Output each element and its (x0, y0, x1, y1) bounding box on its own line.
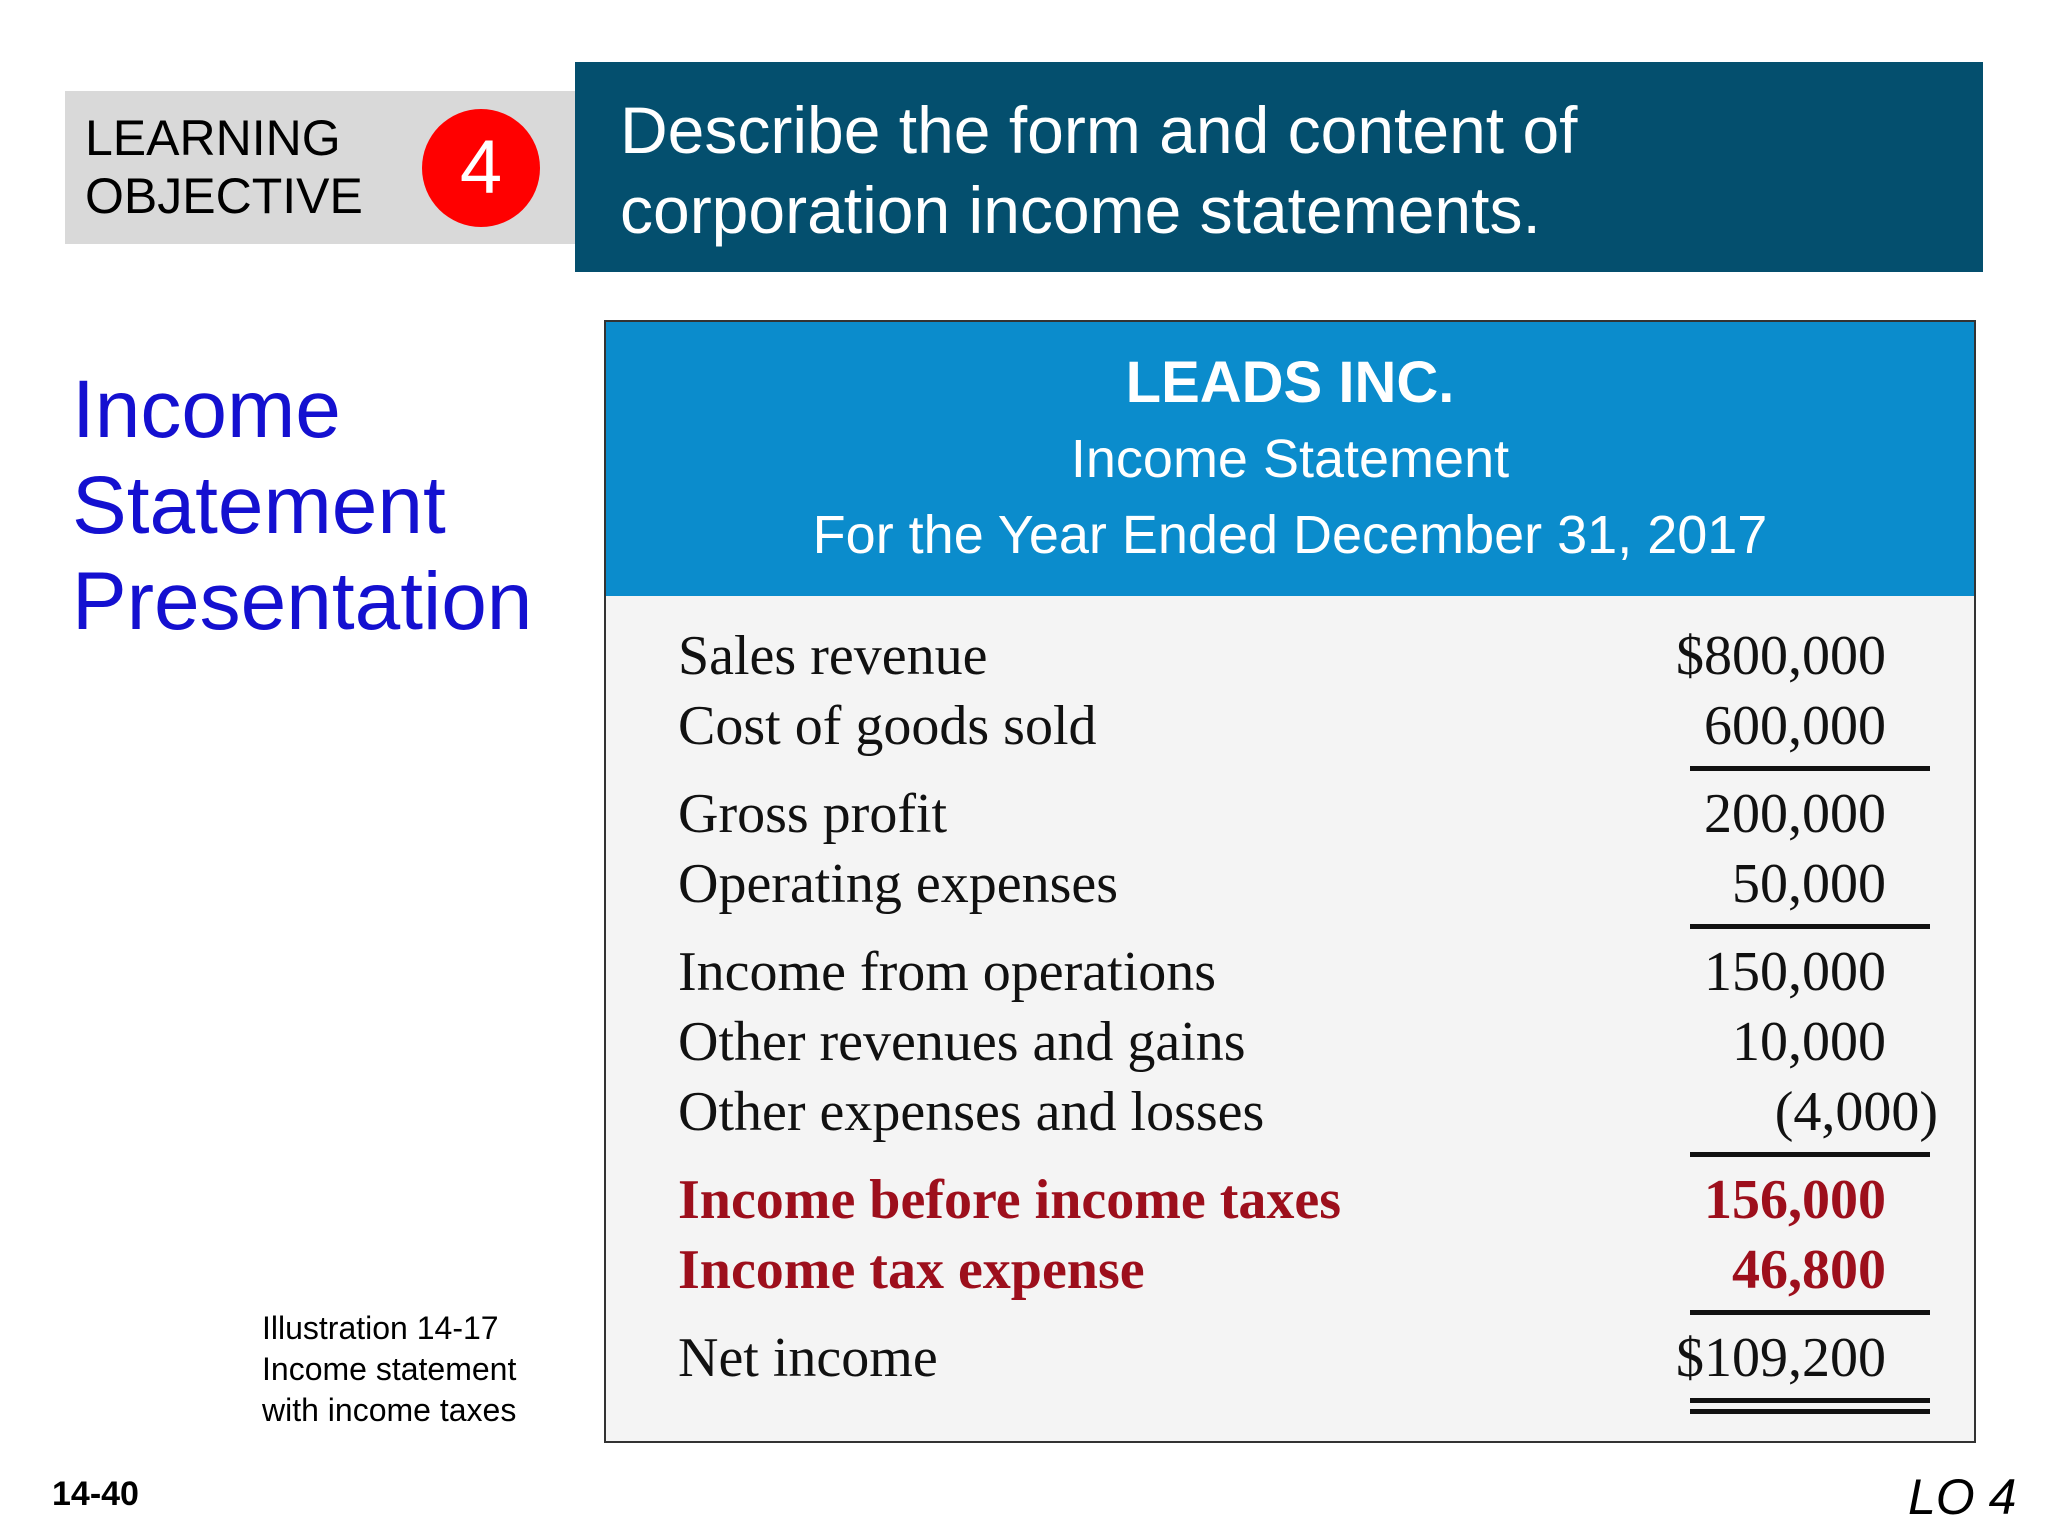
lo-number-badge: 4 (422, 109, 540, 227)
objective-banner (575, 62, 1983, 272)
slide-title-line-2: Statement (72, 460, 446, 551)
statement-row-sales-revenue (678, 622, 1886, 690)
row-label: Other expenses and losses (678, 1081, 1265, 1143)
statement-period: For the Year Ended December 31, 2017 (812, 505, 1768, 565)
row-amount: 600,000 (1704, 695, 1886, 757)
subtotal-rule (1690, 1152, 1930, 1157)
slide-title-line-3: Presentation (72, 556, 533, 647)
lo-label-line-2: OBJECTIVE (85, 168, 363, 224)
row-amount: (4,000) (1774, 1081, 1938, 1143)
row-label: Income from operations (678, 941, 1217, 1003)
row-amount: 150,000 (1704, 941, 1886, 1003)
statement-row-other-expenses-and-losses (678, 1078, 1938, 1146)
illustration-caption (262, 1308, 516, 1431)
objective-line-2: corporation income statements. (620, 173, 1541, 247)
statement-row-cost-of-goods-sold (678, 692, 1886, 760)
row-amount: 156,000 (1704, 1169, 1886, 1231)
illustration-caption-line-2: with income taxes (262, 1392, 517, 1428)
objective-line-1: Describe the form and content of (620, 93, 1578, 167)
row-amount: 46,800 (1732, 1239, 1886, 1301)
statement-row-net-income (678, 1324, 1886, 1392)
row-label: Other revenues and gains (678, 1011, 1246, 1073)
learning-objective-box (65, 91, 577, 244)
subtotal-rule (1690, 766, 1930, 771)
statement-row-income-tax-expense (678, 1236, 1886, 1304)
company-name: LEADS INC. (1125, 350, 1455, 415)
learning-objective-tag: LO 4 (1908, 1469, 2017, 1525)
subtotal-rule (1690, 924, 1930, 929)
row-label: Gross profit (678, 783, 948, 845)
slide-title (72, 362, 532, 650)
statement-row-other-revenues-and-gains (678, 1008, 1886, 1076)
row-label: Income tax expense (678, 1239, 1145, 1301)
row-amount: 50,000 (1732, 853, 1886, 915)
row-label: Income before income taxes (678, 1169, 1342, 1231)
row-amount: 200,000 (1704, 783, 1886, 845)
page-number: 14-40 (52, 1475, 139, 1513)
subtotal-rule (1690, 1310, 1930, 1315)
statement-row-income-before-income-taxes (678, 1166, 1886, 1234)
row-amount: $109,200 (1676, 1327, 1886, 1389)
statement-row-gross-profit (678, 780, 1886, 848)
row-label: Operating expenses (678, 853, 1119, 915)
illustration-caption-line-1: Income statement (262, 1351, 517, 1387)
lo-label-line-1: LEARNING (85, 110, 341, 166)
objective-title (620, 90, 1960, 250)
total-double-rule (1690, 1398, 1930, 1414)
row-amount: 10,000 (1732, 1011, 1886, 1073)
statement-name: Income Statement (1070, 429, 1510, 489)
statement-header (606, 322, 1974, 596)
illustration-number: Illustration 14-17 (262, 1310, 499, 1346)
row-label: Sales revenue (678, 625, 988, 687)
slide-title-line-1: Income (72, 364, 341, 455)
statement-row-income-from-operations (678, 938, 1886, 1006)
row-label: Net income (678, 1327, 938, 1389)
statement-row-operating-expenses (678, 850, 1886, 918)
row-label: Cost of goods sold (678, 695, 1097, 757)
income-statement (604, 320, 1976, 1443)
learning-objective-label (85, 109, 363, 225)
row-amount: $800,000 (1676, 625, 1886, 687)
